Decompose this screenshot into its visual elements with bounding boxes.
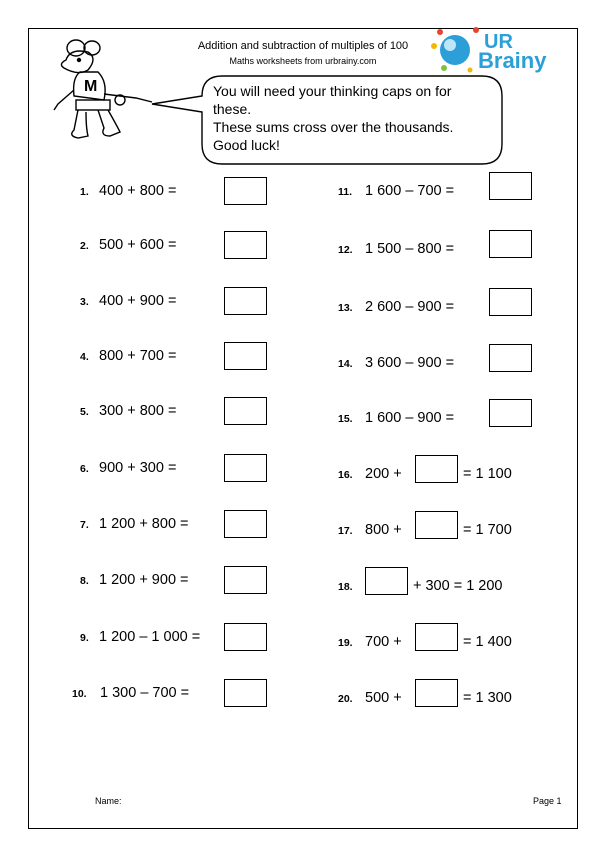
- answer-box[interactable]: [224, 342, 267, 370]
- question-number: 10.: [72, 688, 87, 700]
- logo-dot: [473, 27, 479, 33]
- question-number: 8.: [80, 575, 89, 587]
- question-number: 17.: [338, 525, 353, 537]
- bubble-line: these.: [213, 101, 252, 117]
- question-number: 16.: [338, 469, 353, 481]
- page-number: Page 1: [533, 796, 562, 806]
- question-text: 800 + 700 =: [99, 348, 177, 364]
- question-text: 1 500 – 800 =: [365, 241, 455, 257]
- question-text: 400 + 900 =: [99, 293, 177, 309]
- answer-box[interactable]: [224, 397, 267, 425]
- question-number: 13.: [338, 302, 353, 314]
- answer-box[interactable]: [224, 287, 267, 315]
- question-text: 200 +: [365, 466, 402, 482]
- logo-globe-shine: [444, 39, 456, 51]
- question-text: 300 + 800 =: [99, 403, 177, 419]
- urbrainy-logo: [430, 24, 550, 76]
- question-text: 500 + 600 =: [99, 237, 177, 253]
- answer-box[interactable]: [224, 231, 267, 259]
- question-number: 19.: [338, 637, 353, 649]
- question-number: 11.: [338, 186, 353, 198]
- answer-box[interactable]: [415, 455, 458, 483]
- question-text: 1 200 + 800 =: [99, 516, 189, 532]
- logo-dot: [437, 29, 443, 35]
- question-number: 9.: [80, 632, 89, 644]
- worksheet-subtitle: Maths worksheets from urbrainy.com: [229, 56, 377, 66]
- question-number: 14.: [338, 358, 353, 370]
- mascot-shirt-letter: M: [84, 78, 98, 95]
- logo-ur-text: UR: [484, 31, 513, 53]
- question-text: 500 +: [365, 690, 402, 706]
- answer-box[interactable]: [224, 510, 267, 538]
- question-number: 3.: [80, 296, 89, 308]
- question-result: = 1 300: [463, 690, 512, 706]
- question-text: 400 + 800 =: [99, 183, 177, 199]
- question-text: 2 600 – 900 =: [365, 299, 455, 315]
- question-number: 4.: [80, 351, 89, 363]
- logo-dot: [431, 43, 437, 49]
- answer-box[interactable]: [365, 567, 408, 595]
- answer-box[interactable]: [489, 172, 532, 200]
- answer-box[interactable]: [224, 679, 267, 707]
- question-text: 700 +: [365, 634, 402, 650]
- answer-box[interactable]: [224, 177, 267, 205]
- question-text: 800 +: [365, 522, 402, 538]
- answer-box[interactable]: [224, 454, 267, 482]
- question-text: 1 600 – 700 =: [365, 183, 455, 199]
- answer-box[interactable]: [489, 399, 532, 427]
- answer-box[interactable]: [489, 344, 532, 372]
- logo-dot: [468, 68, 473, 73]
- question-number: 12.: [338, 244, 353, 256]
- question-number: 7.: [80, 519, 89, 531]
- question-number: 15.: [338, 413, 353, 425]
- bubble-line: Good luck!: [213, 137, 280, 153]
- question-text: 1 300 – 700 =: [100, 685, 190, 701]
- answer-box[interactable]: [415, 511, 458, 539]
- question-text: 1 600 – 900 =: [365, 410, 455, 426]
- speech-bubble-text: [213, 82, 493, 154]
- question-number: 18.: [338, 581, 353, 593]
- question-text: 3 600 – 900 =: [365, 355, 455, 371]
- question-number: 6.: [80, 463, 89, 475]
- logo-dot: [441, 65, 447, 71]
- worksheet-title: Addition and subtraction of multiples of 100: [197, 40, 409, 52]
- question-number: 5.: [80, 406, 89, 418]
- question-text: 1 200 + 900 =: [99, 572, 189, 588]
- name-label: Name:: [95, 796, 122, 806]
- bubble-line: You will need your thinking caps on for: [213, 83, 452, 99]
- answer-box[interactable]: [224, 566, 267, 594]
- question-text: 1 200 – 1 000 =: [99, 629, 201, 645]
- logo-globe: [440, 35, 470, 65]
- question-result: + 300 = 1 200: [413, 578, 503, 594]
- answer-box[interactable]: [489, 288, 532, 316]
- logo-brainy-text: Brainy: [478, 48, 547, 73]
- bubble-line: These sums cross over the thousands.: [213, 119, 454, 135]
- question-result: = 1 400: [463, 634, 512, 650]
- mouse-mascot-icon: [48, 38, 158, 148]
- question-number: 20.: [338, 693, 353, 705]
- answer-box[interactable]: [489, 230, 532, 258]
- answer-box[interactable]: [415, 623, 458, 651]
- answer-box[interactable]: [415, 679, 458, 707]
- question-text: 900 + 300 =: [99, 460, 177, 476]
- question-number: 2.: [80, 240, 89, 252]
- question-result: = 1 100: [463, 466, 512, 482]
- question-number: 1.: [80, 186, 89, 198]
- question-result: = 1 700: [463, 522, 512, 538]
- answer-box[interactable]: [224, 623, 267, 651]
